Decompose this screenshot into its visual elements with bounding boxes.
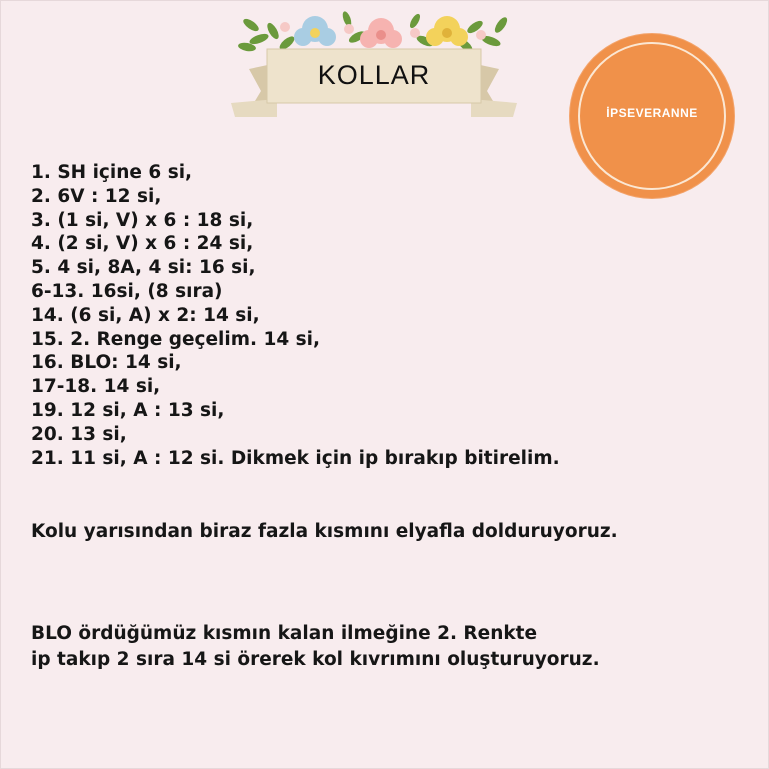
flower-yellow: [426, 16, 468, 46]
title-banner: [229, 7, 519, 117]
brand-badge: [570, 34, 734, 198]
blo-note-line-2: ip takıp 2 sıra 14 si örerek kol kıvrımını oluşturuyoruz.: [31, 649, 600, 670]
blo-note-line-1: BLO ördüğümüz kısmın kalan ilmeğine 2. Renkte: [31, 623, 538, 644]
blo-note: [31, 621, 600, 673]
stuffing-note: Kolu yarısından biraz fazla kısmını elyafla dolduruyoruz.: [31, 521, 618, 542]
step-1: 1. SH içine 6 si,: [31, 162, 193, 183]
step-17-18: 17-18. 14 si,: [31, 376, 161, 398]
step-14: 14. (6 si, A) x 2: 14 si,: [31, 304, 260, 326]
step-19: 19. 12 si, A : 13 si,: [31, 399, 225, 421]
step-3: 3. (1 si, V) x 6 : 18 si,: [31, 209, 254, 231]
step-21: 21. 11 si, A : 12 si. Dikmek için ip bırakıp bitirelim.: [31, 447, 560, 469]
pattern-steps: [31, 161, 560, 470]
flower-pink: [360, 18, 402, 48]
step-4: 4. (2 si, V) x 6 : 24 si,: [31, 233, 254, 255]
step-2: 2. 6V : 12 si,: [31, 185, 162, 207]
step-20: 20. 13 si,: [31, 423, 127, 445]
step-15: 15. 2. Renge geçelim. 14 si,: [31, 328, 321, 350]
step-16: 16. BLO: 14 si,: [31, 352, 182, 374]
page-title: KOLLAR: [317, 60, 431, 90]
step-6-13: 6-13. 16si, (8 sıra): [31, 280, 223, 302]
badge-label: İPSEVERANNE: [606, 106, 698, 120]
step-5: 5. 4 si, 8A, 4 si: 16 si,: [31, 257, 256, 279]
flower-blue: [294, 16, 336, 46]
